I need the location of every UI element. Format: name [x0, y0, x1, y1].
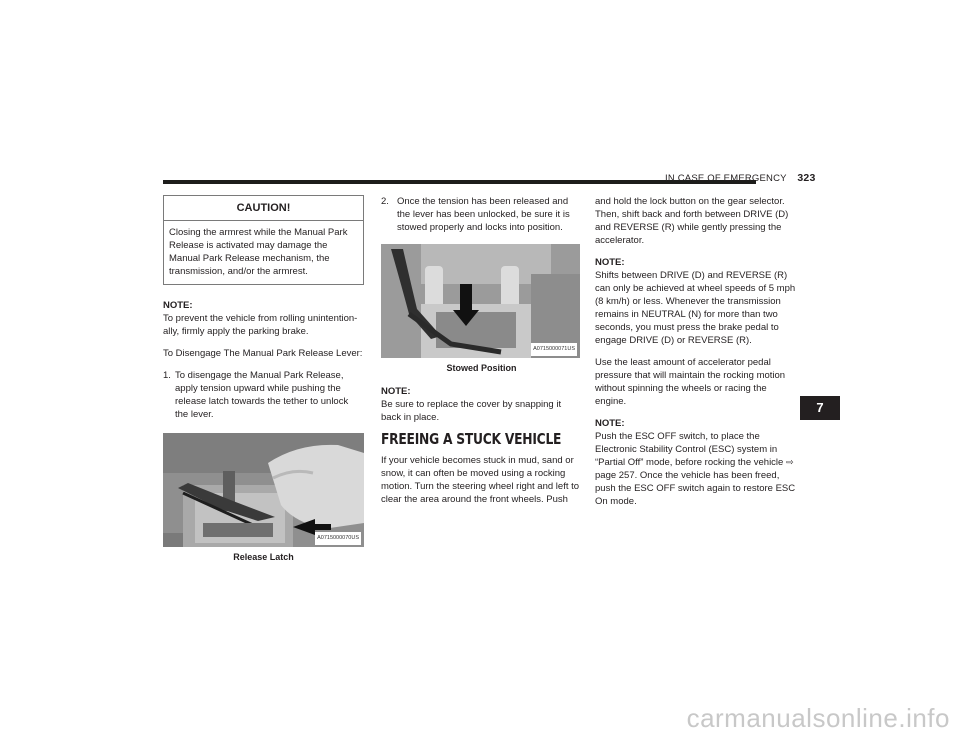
section-heading: FREEING A STUCK VEHICLE [381, 430, 562, 448]
paragraph: Use the least amount of accelerator pedal pressure that will maintain the rocking motion without spinning the wheels or racing the engine. [595, 357, 786, 407]
column-2 [381, 195, 582, 515]
note-block [163, 299, 364, 338]
step-number: 2. [381, 196, 389, 207]
page-reference-link[interactable]: page 257. [595, 470, 638, 481]
stowed-position-illustration [381, 244, 580, 358]
header-section-title: IN CASE OF EMERGENCY [665, 173, 787, 184]
caution-title: CAUTION! [164, 196, 363, 221]
page-reference-icon: ⇨ [785, 457, 794, 467]
note-text: Push the ESC OFF switch, to place the Electronic Stability Control (ESC) system in “Partial Off” mode, before rocking the vehicle [595, 431, 784, 468]
note-label: NOTE: [381, 386, 411, 397]
step-1 [163, 369, 364, 421]
note-text: Shifts between DRIVE (D) and REVERSE (R) can only be achieved at wheel speeds of 5 mph (8 km/h) or less. Whenever the transmission remains in NEUTRAL (N) for more than two seconds, you must press the brake pedal to engage DRIVE (D) or REVERSE (R). [595, 270, 796, 346]
note-text: To prevent the vehicle from rolling unintention-ally, firmly apply the parking brake. [163, 313, 358, 337]
column-3 [595, 195, 800, 517]
note-text: Once the vehicle has been freed, push the ESC OFF switch again to restore ESC On mode. [595, 470, 796, 507]
figure-code: A0715000070US [315, 532, 361, 545]
release-latch-illustration [163, 433, 364, 547]
watermark: carmanualsonline.info [686, 703, 950, 733]
page-number: 323 [797, 172, 816, 184]
note-block [595, 417, 800, 508]
figure-caption: Stowed Position [446, 363, 517, 373]
note-label: NOTE: [595, 257, 625, 268]
release-latch-figure [163, 433, 364, 547]
column-1 [163, 195, 364, 574]
step-2 [381, 195, 582, 234]
step-text: Once the tension has been released and the lever has been unlocked, be sure it is stowed properly and locks into position. [397, 196, 570, 233]
note-label: NOTE: [163, 300, 193, 311]
figure-code: A0715000071US [531, 343, 577, 356]
running-header [665, 172, 816, 184]
caution-box [163, 195, 364, 285]
stowed-position-figure [381, 244, 580, 358]
note-label: NOTE: [595, 418, 625, 429]
subheading: To Disengage The Manual Park Release Lever: [163, 348, 363, 359]
note-block [381, 385, 582, 424]
chapter-tab: 7 [800, 396, 840, 420]
step-number: 1. [163, 370, 171, 381]
step-text: To disengage the Manual Park Release, apply tension upward while pushing the release latch towards the tether to unlock the lever. [175, 370, 349, 420]
figure-caption: Release Latch [233, 552, 294, 562]
paragraph: If your vehicle becomes stuck in mud, sand or snow, it can often be moved using a rocking motion. Turn the steering wheel right and left to clear the area around the front wheels. Push [381, 455, 580, 505]
paragraph: and hold the lock button on the gear selector. Then, shift back and forth between DRIVE (D) and REVERSE (R) while gently pressing the accelerator. [595, 196, 789, 246]
note-text: Be sure to replace the cover by snapping it back in place. [381, 399, 562, 423]
note-block [595, 256, 800, 347]
caution-body: Closing the armrest while the Manual Park Release is activated may damage the Manual Park Release mechanism, the transmission, and/or the armrest. [169, 227, 348, 277]
